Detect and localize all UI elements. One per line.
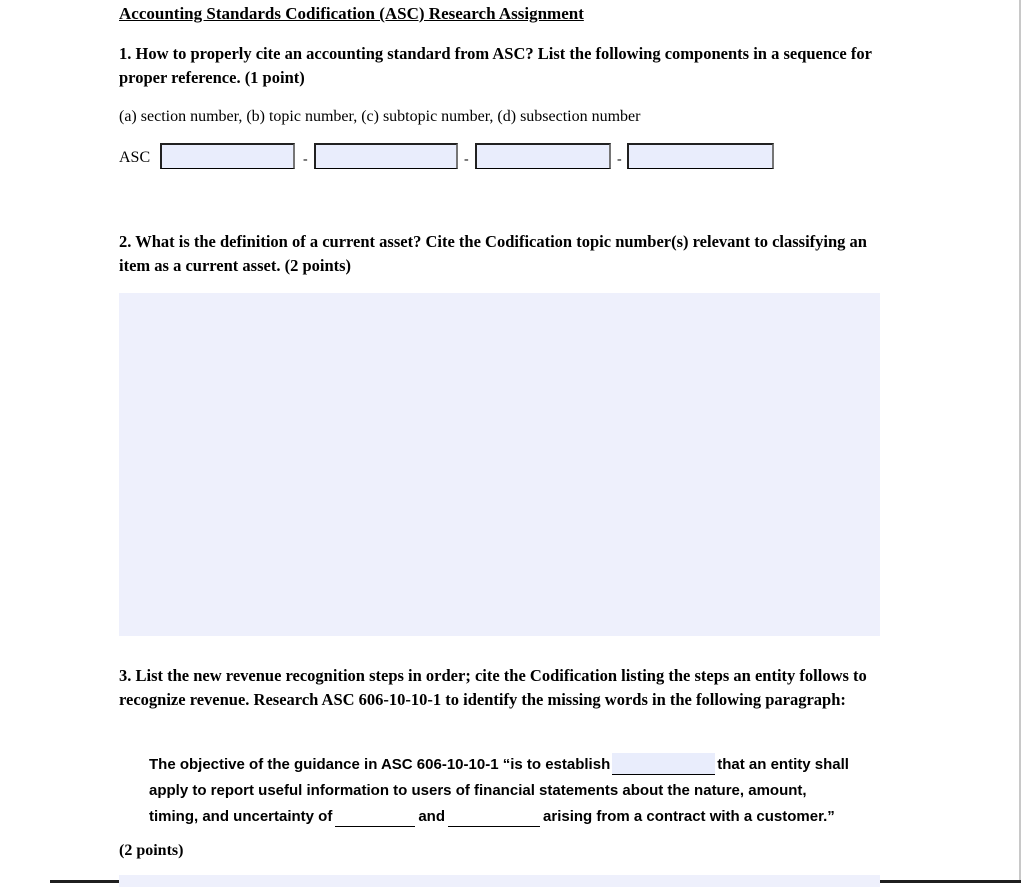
paragraph-text: and	[418, 808, 446, 825]
asc-separator: -	[303, 152, 308, 167]
question-3-answer-box[interactable]	[119, 875, 880, 887]
paragraph-text: timing, and uncertainty of	[149, 808, 333, 825]
asc-prefix-label: ASC	[119, 149, 151, 166]
question-1-text: 1. How to properly cite an accounting standard from ASC? List the following components in a sequence for proper reference. (1 point)	[119, 44, 872, 87]
question-3-paragraph	[149, 752, 899, 830]
asc-separator: -	[464, 152, 469, 167]
paragraph-text: The objective of the guidance in ASC 606-10-10-1 “is to establish	[149, 756, 611, 773]
blank-field-3[interactable]	[448, 805, 540, 827]
asc-separator: -	[617, 152, 622, 167]
question-2-text: 2. What is the definition of a current asset? Cite the Codification topic number(s) relevant to classifying an item as a current asset. (2 points)	[119, 232, 867, 275]
asc-field-1[interactable]	[160, 143, 295, 169]
paragraph-text: that an entity shall	[717, 756, 849, 773]
question-3-points: (2 points)	[119, 842, 184, 859]
question-1-options: (a) section number, (b) topic number, (c) subtopic number, (d) subsection number	[119, 108, 641, 125]
asc-field-3[interactable]	[475, 143, 611, 169]
blank-field-2[interactable]	[335, 805, 415, 827]
asc-field-2[interactable]	[314, 143, 458, 169]
blank-field-1[interactable]	[612, 753, 715, 775]
paragraph-text: apply to report useful information to users of financial statements about the nature, amount,	[149, 782, 807, 799]
question-2-answer-box[interactable]	[119, 293, 880, 636]
paragraph-text: arising from a contract with a customer.”	[543, 808, 835, 825]
asc-field-4[interactable]	[627, 143, 774, 169]
document-title: Accounting Standards Codification (ASC) Research Assignment	[119, 4, 584, 23]
question-3-text: 3. List the new revenue recognition steps in order; cite the Codification listing the steps an entity follows to recognize revenue. Research ASC 606-10-10-1 to identify the missing words in the following paragraph:	[119, 666, 867, 709]
